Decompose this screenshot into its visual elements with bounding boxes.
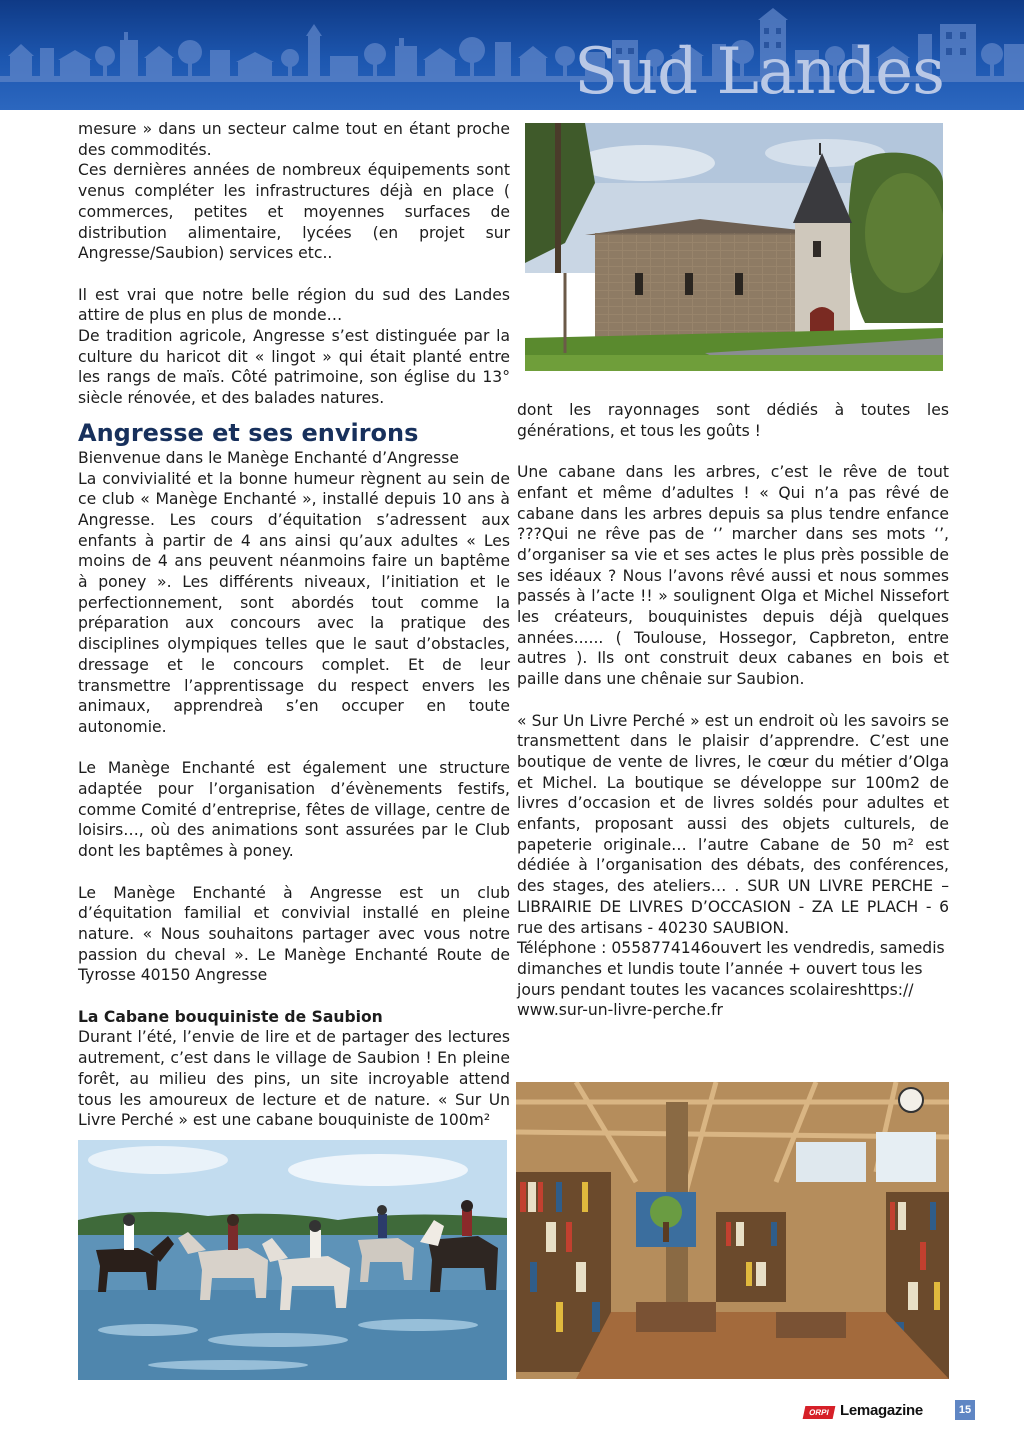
paragraph-tradition: De tradition agricole, Angresse s’est distinguée par la culture du haricot dit « lingot » qui était planté entre les rangs de maïs. Côté patrimoine, son église du 13° siècle rénovée, et des balades natures.	[78, 327, 510, 408]
paragraph-contact: Téléphone : 0558774146ouvert les vendredis, samedis dimanches et lundis toute l’année + ouvert tous les jours pendant toutes les vacances scolaireshttps:// www.sur-un-livre-perche.fr	[517, 939, 945, 1020]
subheading-cabane: La Cabane bouquiniste de Saubion	[78, 1007, 383, 1026]
orpi-logo: ORPI	[803, 1406, 836, 1419]
paragraph-shelves: dont les rayonnages sont dédiés à toutes les générations, et tous les goûts !	[517, 401, 949, 440]
header-banner	[0, 0, 1024, 110]
paragraph-welcome: Bienvenue dans le Manège Enchanté d’Angresse	[78, 448, 459, 467]
paragraph-events: Le Manège Enchanté est également une structure adaptée pour l’organisation d’évènements festifs, comme Comité d’entreprise, fêtes de village, centre de loisirs…, où des animations sont assurées par le Club dont les baptêmes à poney.	[78, 759, 510, 861]
magazine-name: Lemagazine	[840, 1402, 923, 1419]
paragraph-cabane-intro: Durant l’été, l’envie de lire et de partager des lectures autrement, c’est dans le village de Saubion ! En pleine forêt, au milieu des pins, un site incroyable attend tous les amoureux de lecture et de nature. « Sur Un Livre Perché » est une cabane bouquiniste de 100m²	[78, 1028, 510, 1130]
church-photo	[525, 123, 943, 371]
paragraph-region: Il est vrai que notre belle région du sud des Landes attire de plus en plus de monde…	[78, 285, 510, 325]
paragraph-treehouse-dream: Une cabane dans les arbres, c’est le rêve de tout enfant et même d’adultes ! « Qui n’a pas rêvé de cabane dans les arbres depuis sa plus tendre enfance ???Qui ne rêve pas de ‘’ marcher dans ses mots ‘’, d’organiser sa vie et ses actes le plus près possible de ses idéaux ? Nous l’avons rêvé aussi et nous sommes passés à l’acte !! » soulignent Olga et Michel Nissefort les créateurs, bouquinistes depuis déjà quelques années...... ( Toulouse, Hossegor, Capbreton, entre autres ). Ils ont construit deux cabanes en bois et paille dans une chênaie sur Saubion.	[517, 463, 949, 689]
paragraph-club-address: Le Manège Enchanté à Angresse est un club d’équitation familial et convivial installé en pleine nature. « Nous souhaitons partager avec vous notre passion du cheval ». Le Manège Enchanté Route de Tyrosse 40150 Angresse	[78, 883, 510, 985]
section-heading-angresse: Angresse et ses environs	[78, 418, 419, 447]
section-title: Sud Landes	[574, 35, 944, 109]
page-number: 15	[955, 1400, 975, 1420]
paragraph-bookshop: « Sur Un Livre Perché » est un endroit où les savoirs se transmettent dans le plaisir d’apprendre. C’est une boutique de vente de livres, le cœur du métier d’Olga et Michel. La boutique se développe sur 100m2 de livres d’occasion et de livres soldés pour adultes et enfants, proposant aussi des objets culturels, de papeterie originale… l’autre Cabane de 50 m² est dédiée à l’organisation des débats, des conférences, des stages, des ateliers… . SUR UN LIVRE PERCHE –LIBRAIRIE DE LIVRES D’OCCASION - ZA LE PLACH - 6 rue des artisans - 40230 SAUBION.	[517, 711, 949, 937]
right-article-column	[517, 400, 949, 1021]
paragraph-intro-end: mesure » dans un secteur calme tout en étant proche des commodités.	[78, 120, 510, 159]
left-article-column	[78, 119, 510, 1131]
page-footer	[800, 1400, 980, 1424]
paragraph-equipments: Ces dernières années de nombreux équipements sont venus compléter les infrastructures déjà en place ( commerces, petites et moyennes surfaces de distribution alimentaire, lycées (en projet sur Angresse/Saubion) services etc..	[78, 161, 510, 263]
bookshop-interior-photo	[516, 1082, 949, 1379]
paragraph-conviviality: La convivialité et la bonne humeur règnent au sein de ce club « Manège Enchanté », installé depuis 10 ans à Angresse. Les cours d’équitation s’adressent aux enfants à partir de 4 ans ainsi qu’aux adultes « Les moins de 4 ans peuvent néanmoins faire un baptême à poney ». Les différents niveaux, l’initiation et le perfectionnement, sont abordés tout comme la préparation aux concours avec la pratique des disciplines olympiques telles que le saut d’obstacles, dressage et le concours complet. Et de leur transmettre l’apprentissage du respect envers les animaux, apprendreà s’en occuper en toute autonomie.	[78, 469, 510, 736]
horses-in-lake-photo	[78, 1140, 507, 1380]
